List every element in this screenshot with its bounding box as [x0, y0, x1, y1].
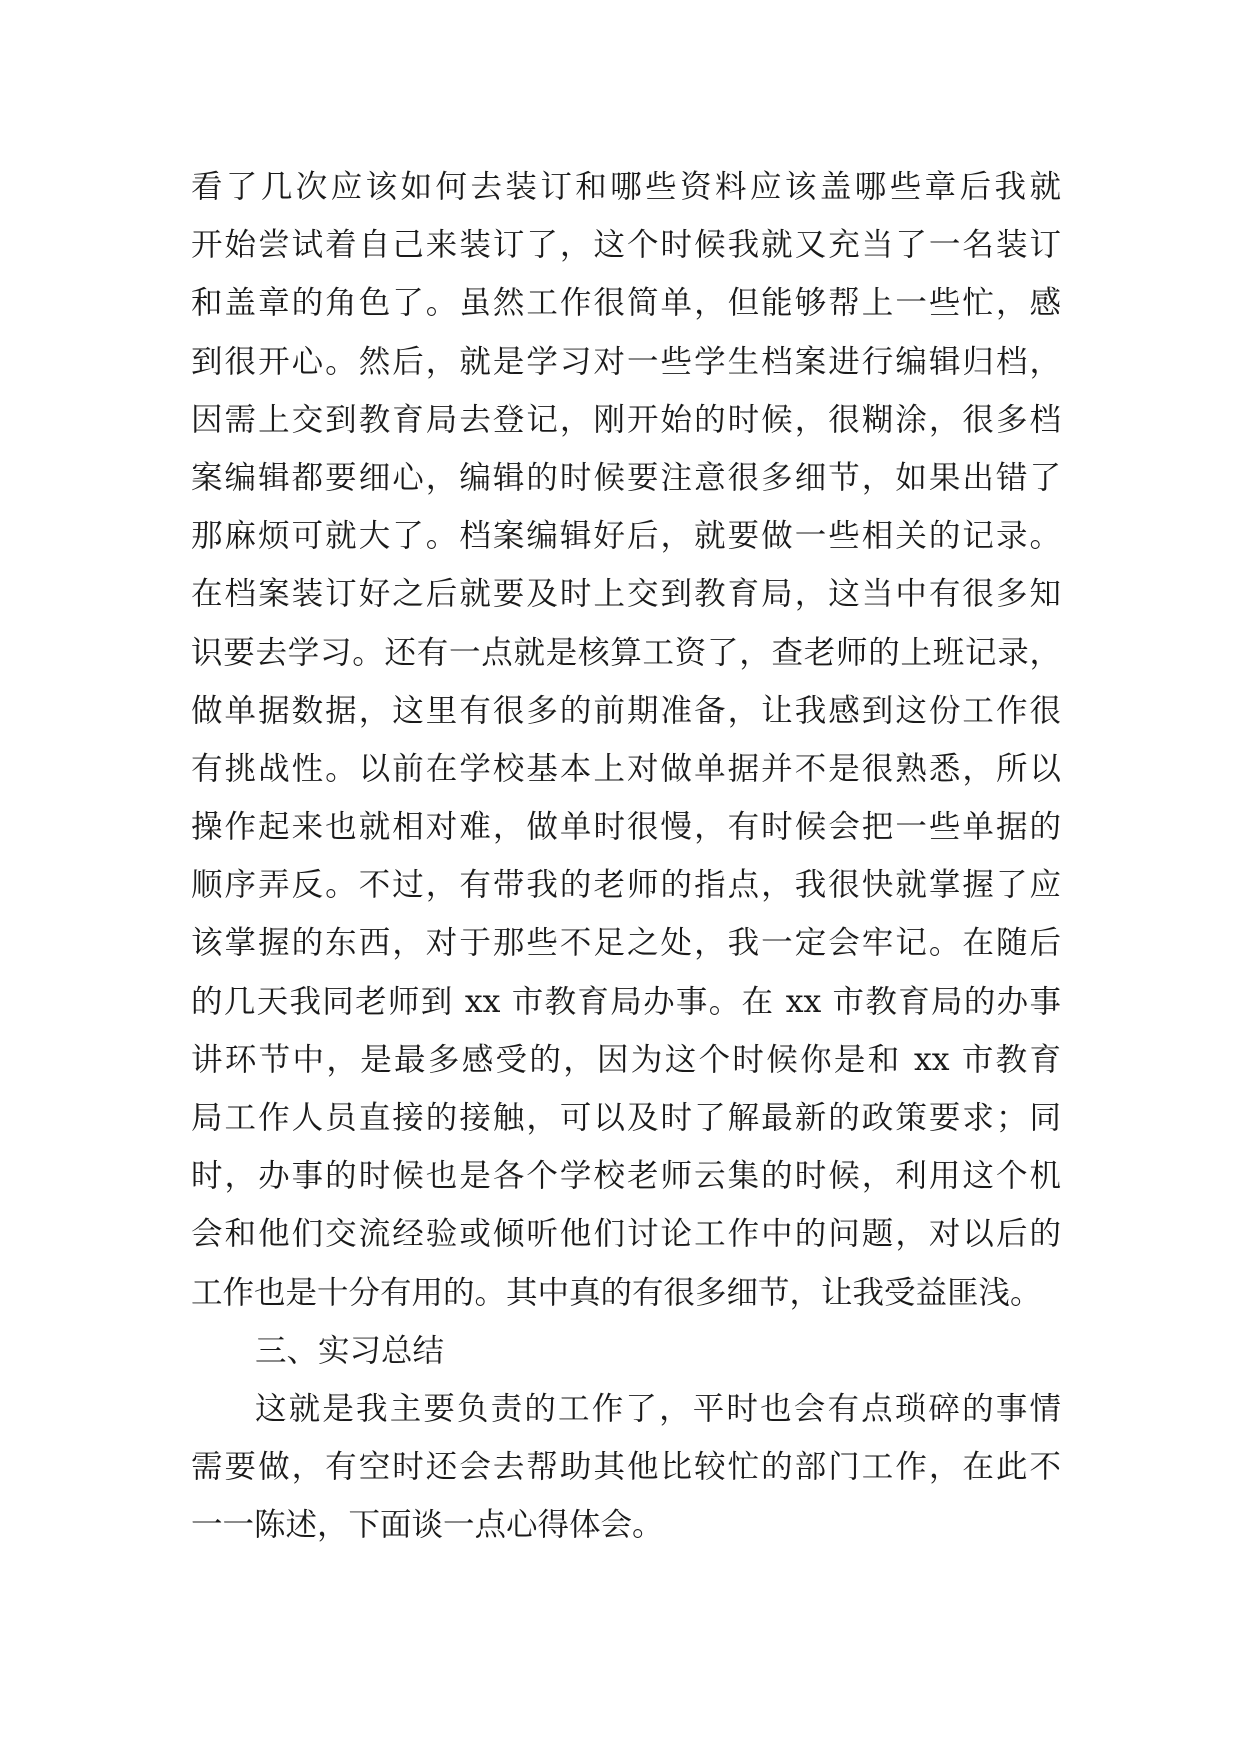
body-line: 的几天我同老师到 xx 市教育局办事。在 xx 市教育局的办事	[191, 983, 1061, 1020]
body-line: 顺序弄反。不过，有带我的老师的指点，我很快就掌握了应	[191, 867, 1061, 904]
body-line: 局工作人员直接的接触，可以及时了解最新的政策要求；同	[191, 1100, 1061, 1136]
body-line: 该掌握的东西，对于那些不足之处，我一定会牢记。在随后	[191, 925, 1061, 962]
body-line: 案编辑都要细心，编辑的时候要注意很多细节，如果出错了	[191, 459, 1061, 496]
body-line: 会和他们交流经验或倾听他们讨论工作中的问题，对以后的	[191, 1216, 1061, 1253]
body-line: 和盖章的角色了。虽然工作很简单，但能够帮上一些忙，感	[191, 285, 1061, 322]
summary-line: 这就是我主要负责的工作了，平时也会有点琐碎的事情	[255, 1390, 1061, 1427]
summary-line: 一一陈述，下面谈一点心得体会。	[191, 1507, 664, 1544]
body-line: 工作也是十分有用的。其中真的有很多细节，让我受益匪浅。	[191, 1274, 1042, 1311]
body-line: 操作起来也就相对难，做单时很慢，有时候会把一些单据的	[191, 809, 1061, 846]
body-line: 因需上交到教育局去登记，刚开始的时候，很糊涂，很多档	[191, 401, 1061, 438]
body-line: 识要去学习。还有一点就是核算工资了，查老师的上班记录，	[191, 634, 1061, 671]
body-line: 到很开心。然后，就是学习对一些学生档案进行编辑归档，	[191, 343, 1061, 380]
body-line: 在档案装订好之后就要及时上交到教育局，这当中有很多知	[191, 576, 1061, 613]
body-line: 那麻烦可就大了。档案编辑好后，就要做一些相关的记录。	[191, 518, 1061, 555]
body-line: 有挑战性。以前在学校基本上对做单据并不是很熟悉，所以	[191, 750, 1061, 787]
summary-line: 需要做，有空时还会去帮助其他比较忙的部门工作，在此不	[191, 1449, 1061, 1486]
body-line: 看了几次应该如何去装订和哪些资料应该盖哪些章后我就	[191, 169, 1061, 205]
body-line: 做单据数据，这里有很多的前期准备，让我感到这份工作很	[191, 692, 1061, 729]
body-line: 时，办事的时候也是各个学校老师云集的时候，利用这个机	[191, 1158, 1061, 1195]
section-heading: 三、实习总结	[255, 1332, 445, 1369]
body-line: 讲环节中，是最多感受的，因为这个时候你是和 xx 市教育	[191, 1041, 1061, 1078]
body-line: 开始尝试着自己来装订了，这个时候我就又充当了一名装订	[191, 227, 1061, 264]
document-body	[191, 158, 1061, 1555]
